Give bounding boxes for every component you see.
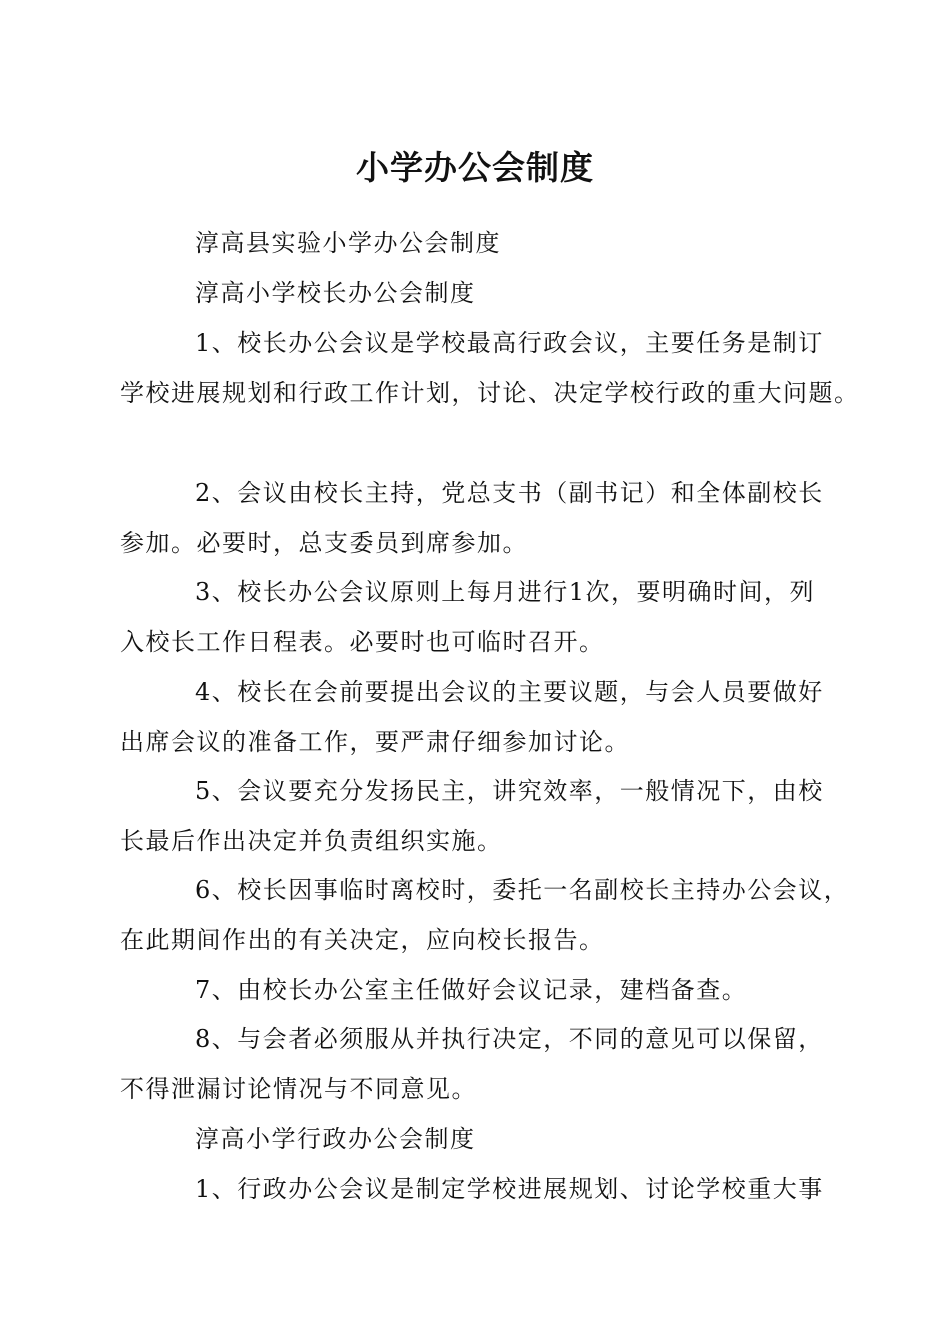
paragraph-line: 长最后作出决定并负责组织实施。 (120, 827, 503, 855)
paragraph-line: 5、会议要充分发扬民主，讲究效率，一般情况下，由校 (195, 777, 824, 805)
paragraph-line: 1、校长办公会议是学校最高行政会议，主要任务是制订 (195, 329, 824, 357)
paragraph-line: 出席会议的准备工作，要严肃仔细参加讨论。 (120, 728, 630, 756)
section-heading-admin-meeting: 淳高小学行政办公会制度 (195, 1125, 476, 1153)
subtitle-school: 淳高县实验小学办公会制度 (195, 229, 501, 257)
document-title: 小学办公会制度 (356, 148, 594, 187)
paragraph-line: 7、由校长办公室主任做好会议记录，建档备查。 (195, 976, 748, 1004)
paragraph-line: 3、校长办公会议原则上每月进行1次，要明确时间，列 (195, 578, 816, 606)
paragraph-line: 学校进展规划和行政工作计划，讨论、决定学校行政的重大问题。 (120, 379, 860, 407)
paragraph-line: 2、会议由校长主持，党总支书（副书记）和全体副校长 (195, 479, 824, 507)
section-heading-principal-meeting: 淳高小学校长办公会制度 (195, 279, 476, 307)
paragraph-line: 在此期间作出的有关决定，应向校长报告。 (120, 926, 605, 954)
paragraph-line: 1、行政办公会议是制定学校进展规划、讨论学校重大事 (195, 1175, 824, 1203)
paragraph-line: 8、与会者必须服从并执行决定，不同的意见可以保留， (195, 1025, 824, 1053)
paragraph-line: 不得泄漏讨论情况与不同意见。 (120, 1075, 477, 1103)
paragraph-line: 参加。必要时，总支委员到席参加。 (120, 529, 528, 557)
paragraph-line: 4、校长在会前要提出会议的主要议题，与会人员要做好 (195, 678, 824, 706)
paragraph-line: 入校长工作日程表。必要时也可临时召开。 (120, 628, 605, 656)
paragraph-line: 6、校长因事临时离校时，委托一名副校长主持办公会议， (195, 876, 850, 904)
